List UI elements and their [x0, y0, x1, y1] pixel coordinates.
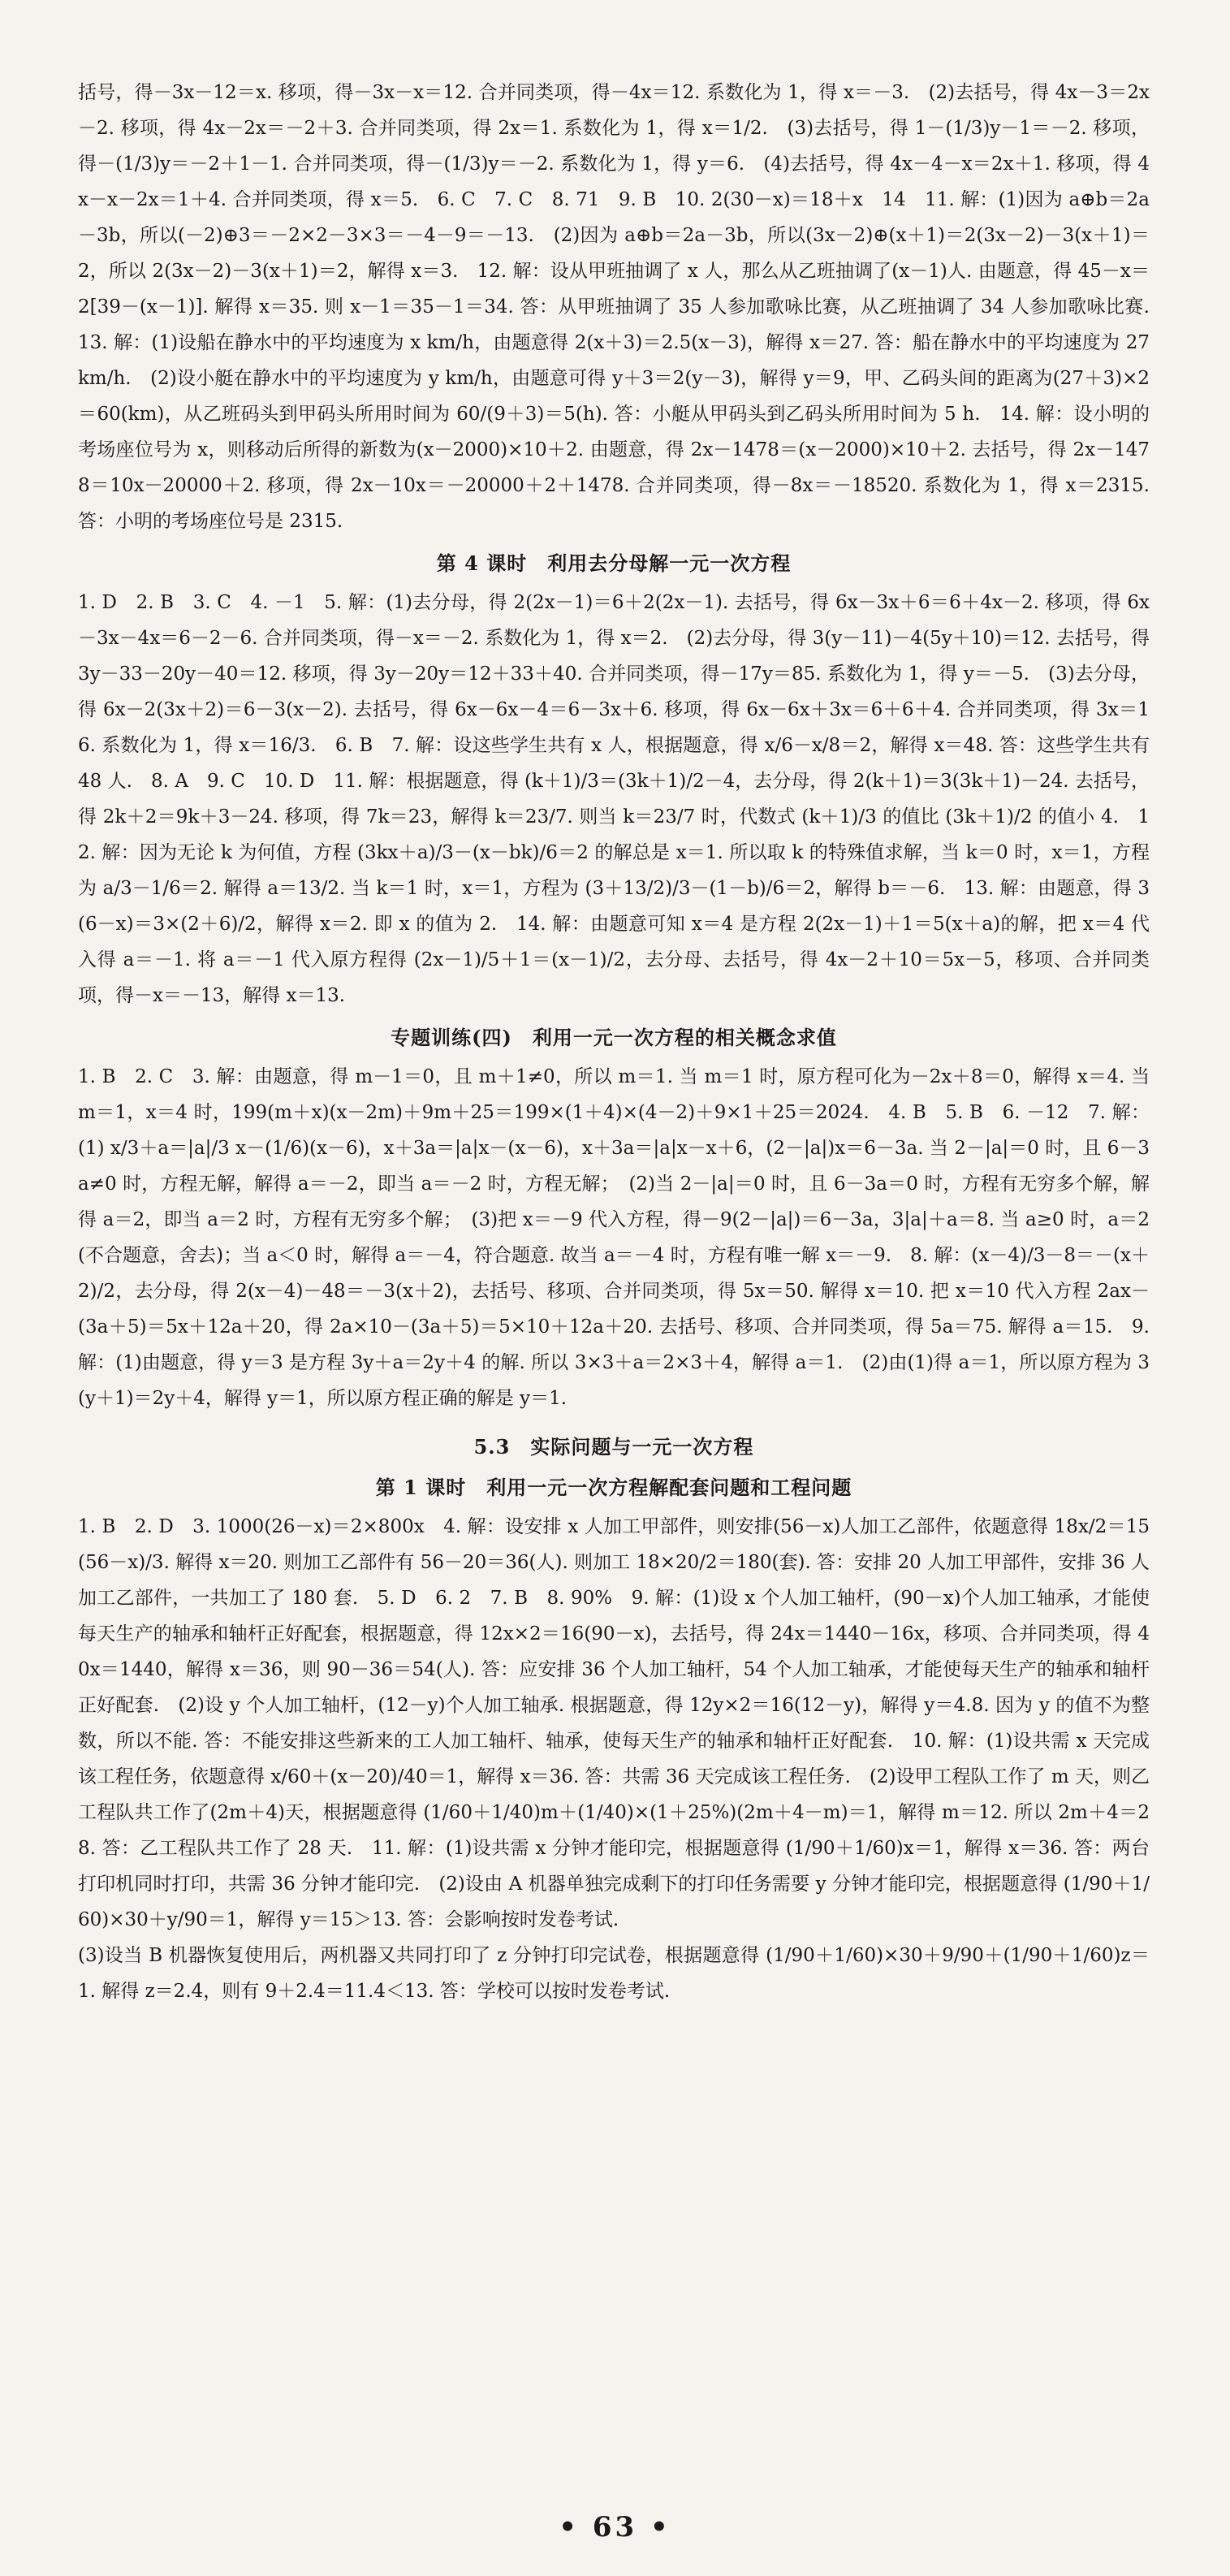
- topic-training-heading: 专题训练(四) 利用一元一次方程的相关概念求值: [391, 1026, 837, 1049]
- lesson-heading: 第 1 课时 利用一元一次方程解配套问题和工程问题: [375, 1476, 852, 1499]
- answer-paragraph: 1. D 2. B 3. C 4. －1 5. 解：(1)去分母，得 2(2x－1)＝6＋2(2x－1). 去括号，得 6x－3x＋6＝6＋4x－2. 移项，得 6x－3x－4x＝6－2－6. 合并同类项，得－x＝－2. 系数化为 1，得 x＝2. (2)去分母，得 3(y－11)－4(5y＋10)＝12. 去括号，得 3y－33－20y－40＝12. 移项，得 3y－20y＝12＋33＋40. 合并同类项，得－17y＝85. 系数化为 1，得 y＝－5. (3)去分母，得 6x－2(3x＋2)＝6－3(x－2). 去括号，得 6x－6x－4＝6－3x＋6. 移项，得 6x－6x＋3x＝6＋6＋4. 合并同类项，得 3x＝16. 系数化为 1，得 x＝16/3. 6. B 7. 解：设这些学生共有 x 人，根据题意，得 x/6－x/8＝2，解得 x＝48. 答：这些学生共有 48 人. 8. A 9. C 10. D 11. 解：根据题意，得 (k＋1)/3＝(3k＋1)/2－4，去分母，得 2(k＋1)＝3(3k＋1)－24. 去括号，得 2k＋2＝9k＋3－24. 移项，得 7k＝23，解得 k＝23/7. 则当 k＝23/7 时，代数式 (k＋1)/3 的值比 (3k＋1)/2 的值小 4. 12. 解：因为无论 k 为何值，方程 (3kx＋a)/3－(x－bk)/6＝2 的解总是 x＝1. 所以取 k 的特殊值求解，当 k＝0 时，x＝1，方程为 a/3－1/6＝2. 解得 a＝13/2. 当 k＝1 时，x＝1，方程为 (3＋13/2)/3－(1－b)/6＝2，解得 b＝－6. 13. 解：由题意，得 3(6－x)＝3×(2＋6)/2，解得 x＝2. 即 x 的值为 2. 14. 解：由题意可知 x＝4 是方程 2(2x－1)＋1＝5(x＋a)的解，把 x＝4 代入得 a＝－1. 将 a＝－1 代入原方程得 (2x－1)/5＋1＝(x－1)/2，去分母、去括号，得 4x－2＋10＝5x－5，移项、合并同类项，得－x＝－13，解得 x＝13.: [78, 592, 1150, 1006]
- answer-paragraph: 1. B 2. C 3. 解：由题意，得 m－1＝0，且 m＋1≠0，所以 m＝1. 当 m＝1 时，原方程可化为－2x＋8＝0，解得 x＝4. 当 m＝1，x＝4 时，199(m＋x)(x－2m)＋9m＋25＝199×(1＋4)×(4－2)＋9×1＋25＝2024. 4. B 5. B 6. －12 7. 解：(1) x/3＋a＝|a|/3 x－(1/6)(x－6)，x＋3a＝|a|x－(x－6)，x＋3a＝|a|x－x＋6，(2－|a|)x＝6－3a. 当 2－|a|＝0 时，且 6－3a≠0 时，方程无解，解得 a＝－2，即当 a＝－2 时，方程无解； (2)当 2－|a|＝0 时，且 6－3a＝0 时，方程有无穷多个解，解得 a＝2，即当 a＝2 时，方程有无穷多个解； (3)把 x＝－9 代入方程，得－9(2－|a|)＝6－3a，3|a|＋a＝8. 当 a≥0 时，a＝2(不合题意，舍去)；当 a＜0 时，解得 a＝－4，符合题意. 故当 a＝－4 时，方程有唯一解 x＝－9. 8. 解：(x－4)/3－8＝－(x＋2)/2，去分母，得 2(x－4)－48＝－3(x＋2)，去括号、移项、合并同类项，得 5x＝50. 解得 x＝10. 把 x＝10 代入方程 2ax－(3a＋5)＝5x＋12a＋20，得 2a×10－(3a＋5)＝5×10＋12a＋20. 去括号、移项、合并同类项，得 5a＝75. 解得 a＝15. 9. 解：(1)由题意，得 y＝3 是方程 3y＋a＝2y＋4 的解. 所以 3×3＋a＝2×3＋4，解得 a＝1. (2)由(1)得 a＝1，所以原方程为 3(y＋1)＝2y＋4，解得 y＝1，所以原方程正确的解是 y＝1.: [78, 1066, 1150, 1409]
- page-number: • 63 •: [559, 2511, 671, 2544]
- answer-paragraph: 括号，得－3x－12＝x. 移项，得－3x－x＝12. 合并同类项，得－4x＝12. 系数化为 1，得 x＝－3. (2)去括号，得 4x－3＝2x－2. 移项，得 4x－2x＝－2＋3. 合并同类项，得 2x＝1. 系数化为 1，得 x＝1/2. (3)去括号，得 1－(1/3)y－1＝－2. 移项，得－(1/3)y＝－2＋1－1. 合并同类项，得－(1/3)y＝－2. 系数化为 1，得 y＝6. (4)去括号，得 4x－4－x＝2x＋1. 移项，得 4x－x－2x＝1＋4. 合并同类项，得 x＝5. 6. C 7. C 8. 71 9. B 10. 2(30－x)＝18＋x 14 11. 解：(1)因为 a⊕b＝2a－3b，所以(－2)⊕3＝－2×2－3×3＝－4－9＝－13. (2)因为 a⊕b＝2a－3b，所以(3x－2)⊕(x＋1)＝2(3x－2)－3(x＋1)＝2，所以 2(3x－2)－3(x＋1)＝2，解得 x＝3. 12. 解：设从甲班抽调了 x 人，那么从乙班抽调了(x－1)人. 由题意，得 45－x＝2[39－(x－1)]. 解得 x＝35. 则 x－1＝35－1＝34. 答：从甲班抽调了 35 人参加歌咏比赛，从乙班抽调了 34 人参加歌咏比赛. 13. 解：(1)设船在静水中的平均速度为 x km/h，由题意得 2(x＋3)＝2.5(x－3)，解得 x＝27. 答：船在静水中的平均速度为 27 km/h. (2)设小艇在静水中的平均速度为 y km/h，由题意可得 y＋3＝2(y－3)，解得 y＝9，甲、乙码头间的距离为(27＋3)×2＝60(km)，从乙班码头到甲码头所用时间为 60/(9＋3)＝5(h). 答：小艇从甲码头到乙码头所用时间为 5 h. 14. 解：设小明的考场座位号为 x，则移动后所得的新数为(x－2000)×10＋2. 由题意，得 2x－1478＝(x－2000)×10＋2. 去括号，得 2x－1478＝10x－20000＋2. 移项，得 2x－10x＝－20000＋2＋1478. 合并同类项，得－8x＝－18520. 系数化为 1，得 x＝2315. 答：小明的考场座位号是 2315.: [78, 82, 1168, 532]
- section-heading: 5.3 实际问题与一元一次方程: [473, 1435, 754, 1459]
- answer-content: [78, 75, 1168, 2009]
- lesson-heading: 第 4 课时 利用去分母解一元一次方程: [436, 551, 792, 575]
- answer-paragraph: 1. B 2. D 3. 1000(26－x)＝2×800x 4. 解：设安排 x 人加工甲部件，则安排(56－x)人加工乙部件，依题意得 18x/2＝15(56－x)/3. 解得 x＝20. 则加工乙部件有 56－20＝36(人). 则加工 18×20/2＝180(套). 答：安排 20 人加工甲部件，安排 36 人加工乙部件，一共加工了 180 套. 5. D 6. 2 7. B 8. 90% 9. 解：(1)设 x 个人加工轴杆，(90－x)个人加工轴承，才能使每天生产的轴承和轴杆正好配套，根据题意，得 12x×2＝16(90－x)，去括号，得 24x＝1440－16x，移项、合并同类项，得 40x＝1440，解得 x＝36，则 90－36＝54(人). 答：应安排 36 个人加工轴杆，54 个人加工轴承，才能使每天生产的轴承和轴杆正好配套. (2)设 y 个人加工轴杆，(12－y)个人加工轴承. 根据题意，得 12y×2＝16(12－y)，解得 y＝4.8. 因为 y 的值不为整数，所以不能. 答：不能安排这些新来的工人加工轴杆、轴承，使每天生产的轴承和轴杆正好配套. 10. 解：(1)设共需 x 天完成该工程任务，依题意得 x/60＋(x－20)/40＝1，解得 x＝36. 答：共需 36 天完成该工程任务. (2)设甲工程队工作了 m 天，则乙工程队共工作了(2m＋4)天，根据题意得 (1/60＋1/40)m＋(1/40)×(1＋25%)(2m＋4－m)＝1，解得 m＝12. 所以 2m＋4＝28. 答：乙工程队共工作了 28 天. 11. 解：(1)设共需 x 分钟才能印完，根据题意得 (1/90＋1/60)x＝1，解得 x＝36. 答：两台打印机同时打印，共需 36 分钟才能印完. (2)设由 A 机器单独完成剩下的打印任务需要 y 分钟才能印完，根据题意得 (1/90＋1/60)×30＋y/90＝1，解得 y＝15＞13. 答：会影响按时发卷考试.: [78, 1516, 1150, 1930]
- answer-paragraph: (3)设当 B 机器恢复使用后，两机器又共同打印了 z 分钟打印完试卷，根据题意得 (1/90＋1/60)×30＋9/90＋(1/90＋1/60)z＝1. 解得 z＝2.4，则有 9＋2.4＝11.4＜13. 答：学校可以按时发卷考试.: [78, 1945, 1150, 2002]
